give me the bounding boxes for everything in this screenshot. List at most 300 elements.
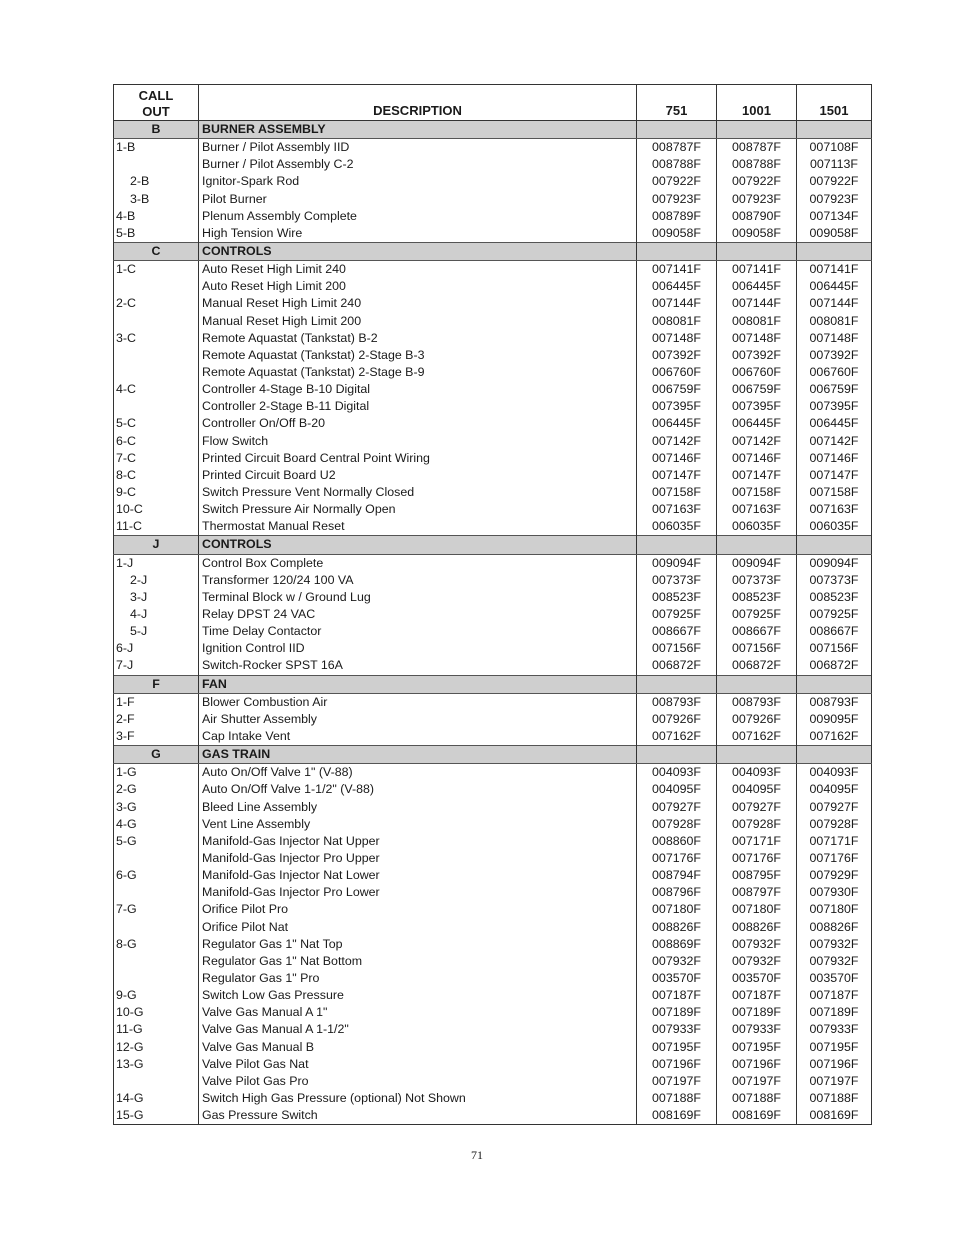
part-1501-cell: 007933F <box>797 1021 872 1038</box>
description-cell: Controller On/Off B-20 <box>199 415 637 432</box>
call-out-cell: 5-J <box>114 623 199 640</box>
section-header-row <box>114 675 872 693</box>
part-1501-cell: 007156F <box>797 640 872 657</box>
part-1501-cell: 008826F <box>797 918 872 935</box>
part-1001-cell: 007197F <box>717 1073 797 1090</box>
section-blank-cell <box>717 746 797 764</box>
call-out-cell: 4-B <box>114 208 199 225</box>
header-model-751: 751 <box>637 85 717 121</box>
table-row <box>114 347 872 364</box>
call-out-cell: 4-C <box>114 381 199 398</box>
description-cell: Manual Reset High Limit 200 <box>199 313 637 330</box>
description-cell: Switch Pressure Air Normally Open <box>199 501 637 518</box>
part-1001-cell: 008797F <box>717 884 797 901</box>
page-number: 71 <box>471 1148 483 1162</box>
part-1001-cell: 007923F <box>717 191 797 208</box>
part-1501-cell: 007932F <box>797 953 872 970</box>
table-row <box>114 1107 872 1125</box>
section-code: C <box>114 242 199 260</box>
part-1001-cell: 007141F <box>717 261 797 279</box>
part-1501-cell: 009094F <box>797 554 872 572</box>
section-blank-cell <box>797 121 872 139</box>
section-blank-cell <box>637 746 717 764</box>
call-out-cell: 2-F <box>114 711 199 728</box>
description-cell: Ignitor-Spark Rod <box>199 173 637 190</box>
parts-table <box>113 84 872 1125</box>
section-blank-cell <box>637 675 717 693</box>
description-cell: Valve Gas Manual B <box>199 1038 637 1055</box>
table-row <box>114 225 872 243</box>
description-cell: Pilot Burner <box>199 191 637 208</box>
description-cell: Terminal Block w / Ground Lug <box>199 589 637 606</box>
section-blank-cell <box>797 746 872 764</box>
part-751-cell: 008794F <box>637 867 717 884</box>
call-out-cell: 7-G <box>114 901 199 918</box>
part-1001-cell: 007373F <box>717 572 797 589</box>
table-row <box>114 901 872 918</box>
part-1001-cell: 008523F <box>717 589 797 606</box>
part-1501-cell: 007188F <box>797 1090 872 1107</box>
table-row <box>114 640 872 657</box>
call-out-cell <box>114 278 199 295</box>
description-cell: Remote Aquastat (Tankstat) 2-Stage B-9 <box>199 364 637 381</box>
description-cell: Time Delay Contactor <box>199 623 637 640</box>
part-1001-cell: 007392F <box>717 347 797 364</box>
part-1501-cell: 006445F <box>797 278 872 295</box>
call-out-cell <box>114 347 199 364</box>
call-out-cell: 4-J <box>114 606 199 623</box>
part-1501-cell: 008523F <box>797 589 872 606</box>
section-blank-cell <box>717 536 797 554</box>
table-row <box>114 1090 872 1107</box>
description-cell: Auto Reset High Limit 240 <box>199 261 637 279</box>
call-out-cell: 6-G <box>114 867 199 884</box>
call-out-cell: 2-G <box>114 781 199 798</box>
part-1501-cell: 007392F <box>797 347 872 364</box>
description-cell: Orifice Pilot Nat <box>199 918 637 935</box>
part-751-cell: 007180F <box>637 901 717 918</box>
call-out-cell <box>114 313 199 330</box>
section-title: FAN <box>199 675 637 693</box>
section-header-row <box>114 242 872 260</box>
section-code: F <box>114 675 199 693</box>
part-751-cell: 007197F <box>637 1073 717 1090</box>
part-751-cell: 008826F <box>637 918 717 935</box>
part-751-cell: 008169F <box>637 1107 717 1125</box>
description-cell: Manifold-Gas Injector Pro Upper <box>199 850 637 867</box>
part-1001-cell: 006445F <box>717 278 797 295</box>
part-751-cell: 007395F <box>637 398 717 415</box>
part-1001-cell: 004095F <box>717 781 797 798</box>
part-751-cell: 007392F <box>637 347 717 364</box>
part-1001-cell: 007187F <box>717 987 797 1004</box>
table-row <box>114 693 872 711</box>
header-description: DESCRIPTION <box>199 85 637 121</box>
table-row <box>114 381 872 398</box>
part-1501-cell: 007927F <box>797 798 872 815</box>
call-out-cell: 11-C <box>114 518 199 536</box>
part-751-cell: 007187F <box>637 987 717 1004</box>
part-1001-cell: 007142F <box>717 433 797 450</box>
part-751-cell: 007162F <box>637 728 717 746</box>
table-row <box>114 987 872 1004</box>
part-751-cell: 007144F <box>637 295 717 312</box>
part-1501-cell: 006445F <box>797 415 872 432</box>
part-1001-cell: 006445F <box>717 415 797 432</box>
section-blank-cell <box>637 121 717 139</box>
table-row <box>114 364 872 381</box>
call-out-cell: 2-B <box>114 173 199 190</box>
part-1001-cell: 007176F <box>717 850 797 867</box>
section-header-row <box>114 536 872 554</box>
description-cell: Manifold-Gas Injector Pro Lower <box>199 884 637 901</box>
call-out-cell: 2-J <box>114 572 199 589</box>
description-cell: Valve Pilot Gas Nat <box>199 1056 637 1073</box>
part-1501-cell: 008793F <box>797 693 872 711</box>
part-751-cell: 006759F <box>637 381 717 398</box>
section-blank-cell <box>797 242 872 260</box>
part-751-cell: 007373F <box>637 572 717 589</box>
part-1501-cell: 006759F <box>797 381 872 398</box>
table-row <box>114 798 872 815</box>
call-out-cell: 1-G <box>114 764 199 782</box>
table-row <box>114 139 872 157</box>
part-1501-cell: 007922F <box>797 173 872 190</box>
table-row <box>114 1021 872 1038</box>
part-1001-cell: 007146F <box>717 450 797 467</box>
part-751-cell: 007926F <box>637 711 717 728</box>
description-cell: Switch Pressure Vent Normally Closed <box>199 484 637 501</box>
part-1501-cell: 009095F <box>797 711 872 728</box>
part-751-cell: 007922F <box>637 173 717 190</box>
part-1001-cell: 007156F <box>717 640 797 657</box>
part-1001-cell: 007195F <box>717 1038 797 1055</box>
call-out-cell: 10-G <box>114 1004 199 1021</box>
call-out-cell: 6-C <box>114 433 199 450</box>
part-751-cell: 007927F <box>637 798 717 815</box>
description-cell: Switch High Gas Pressure (optional) Not Shown <box>199 1090 637 1107</box>
part-1001-cell: 007144F <box>717 295 797 312</box>
call-out-cell: 15-G <box>114 1107 199 1125</box>
part-1501-cell: 007147F <box>797 467 872 484</box>
part-1501-cell: 007187F <box>797 987 872 1004</box>
part-751-cell: 008788F <box>637 156 717 173</box>
section-title: GAS TRAIN <box>199 746 637 764</box>
call-out-cell: 14-G <box>114 1090 199 1107</box>
section-blank-cell <box>717 121 797 139</box>
part-1001-cell: 004093F <box>717 764 797 782</box>
description-cell: Control Box Complete <box>199 554 637 572</box>
call-out-cell: 3-J <box>114 589 199 606</box>
part-1501-cell: 007113F <box>797 156 872 173</box>
part-1001-cell: 007162F <box>717 728 797 746</box>
part-751-cell: 008860F <box>637 833 717 850</box>
description-cell: Regulator Gas 1" Nat Bottom <box>199 953 637 970</box>
description-cell: Manual Reset High Limit 240 <box>199 295 637 312</box>
table-row <box>114 398 872 415</box>
part-751-cell: 007925F <box>637 606 717 623</box>
part-1501-cell: 008081F <box>797 313 872 330</box>
part-751-cell: 007923F <box>637 191 717 208</box>
part-751-cell: 007188F <box>637 1090 717 1107</box>
part-751-cell: 008869F <box>637 936 717 953</box>
header-model-1501: 1501 <box>797 85 872 121</box>
part-751-cell: 007163F <box>637 501 717 518</box>
part-1001-cell: 008790F <box>717 208 797 225</box>
call-out-cell: 9-G <box>114 987 199 1004</box>
call-out-cell <box>114 156 199 173</box>
part-751-cell: 007196F <box>637 1056 717 1073</box>
description-cell: Flow Switch <box>199 433 637 450</box>
call-out-cell <box>114 953 199 970</box>
part-1501-cell: 003570F <box>797 970 872 987</box>
part-751-cell: 009094F <box>637 554 717 572</box>
part-1001-cell: 007932F <box>717 953 797 970</box>
call-out-cell: 13-G <box>114 1056 199 1073</box>
table-row <box>114 173 872 190</box>
table-row <box>114 781 872 798</box>
part-1501-cell: 006760F <box>797 364 872 381</box>
part-1001-cell: 008169F <box>717 1107 797 1125</box>
part-1501-cell: 007932F <box>797 936 872 953</box>
part-1001-cell: 007180F <box>717 901 797 918</box>
call-out-cell <box>114 850 199 867</box>
description-cell: Auto On/Off Valve 1" (V-88) <box>199 764 637 782</box>
description-cell: Remote Aquastat (Tankstat) 2-Stage B-3 <box>199 347 637 364</box>
table-row <box>114 623 872 640</box>
part-751-cell: 006035F <box>637 518 717 536</box>
part-1001-cell: 008081F <box>717 313 797 330</box>
call-out-cell: 1-B <box>114 139 199 157</box>
part-1501-cell: 007925F <box>797 606 872 623</box>
part-1001-cell: 007933F <box>717 1021 797 1038</box>
description-cell: Vent Line Assembly <box>199 816 637 833</box>
section-blank-cell <box>717 675 797 693</box>
description-cell: Relay DPST 24 VAC <box>199 606 637 623</box>
header-call-out: CALL OUT <box>114 85 199 121</box>
call-out-cell: 5-B <box>114 225 199 243</box>
part-751-cell: 006445F <box>637 278 717 295</box>
part-1501-cell: 004095F <box>797 781 872 798</box>
part-751-cell: 004095F <box>637 781 717 798</box>
description-cell: Transformer 120/24 100 VA <box>199 572 637 589</box>
section-blank-cell <box>637 242 717 260</box>
part-1501-cell: 007189F <box>797 1004 872 1021</box>
call-out-cell: 3-B <box>114 191 199 208</box>
part-1001-cell: 007926F <box>717 711 797 728</box>
part-1501-cell: 007373F <box>797 572 872 589</box>
call-out-cell: 4-G <box>114 816 199 833</box>
description-cell: Orifice Pilot Pro <box>199 901 637 918</box>
table-row <box>114 850 872 867</box>
call-out-cell: 12-G <box>114 1038 199 1055</box>
table-row <box>114 867 872 884</box>
description-cell: Switch-Rocker SPST 16A <box>199 657 637 675</box>
part-1001-cell: 008826F <box>717 918 797 935</box>
part-1001-cell: 008793F <box>717 693 797 711</box>
table-row <box>114 711 872 728</box>
part-751-cell: 008793F <box>637 693 717 711</box>
part-1501-cell: 007142F <box>797 433 872 450</box>
part-1501-cell: 007134F <box>797 208 872 225</box>
description-cell: Auto Reset High Limit 200 <box>199 278 637 295</box>
part-751-cell: 008787F <box>637 139 717 157</box>
call-out-cell: 1-C <box>114 261 199 279</box>
description-cell: Gas Pressure Switch <box>199 1107 637 1125</box>
part-751-cell: 006760F <box>637 364 717 381</box>
part-1501-cell: 007158F <box>797 484 872 501</box>
call-out-cell: 3-F <box>114 728 199 746</box>
part-1001-cell: 007158F <box>717 484 797 501</box>
table-row <box>114 970 872 987</box>
part-1501-cell: 006035F <box>797 518 872 536</box>
part-751-cell: 008081F <box>637 313 717 330</box>
part-1501-cell: 007923F <box>797 191 872 208</box>
part-1001-cell: 007189F <box>717 1004 797 1021</box>
part-1001-cell: 007148F <box>717 330 797 347</box>
part-751-cell: 008789F <box>637 208 717 225</box>
part-1001-cell: 007922F <box>717 173 797 190</box>
part-751-cell: 006445F <box>637 415 717 432</box>
call-out-cell: 5-C <box>114 415 199 432</box>
description-cell: Burner / Pilot Assembly IID <box>199 139 637 157</box>
part-1501-cell: 007930F <box>797 884 872 901</box>
table-row <box>114 433 872 450</box>
description-cell: Controller 2-Stage B-11 Digital <box>199 398 637 415</box>
part-1001-cell: 007927F <box>717 798 797 815</box>
description-cell: Remote Aquastat (Tankstat) B-2 <box>199 330 637 347</box>
part-1001-cell: 009058F <box>717 225 797 243</box>
table-row <box>114 1056 872 1073</box>
table-row <box>114 450 872 467</box>
call-out-cell: 2-C <box>114 295 199 312</box>
part-751-cell: 007932F <box>637 953 717 970</box>
table-row <box>114 415 872 432</box>
part-751-cell: 007156F <box>637 640 717 657</box>
part-1501-cell: 008169F <box>797 1107 872 1125</box>
call-out-cell: 10-C <box>114 501 199 518</box>
section-blank-cell <box>717 242 797 260</box>
table-row <box>114 1004 872 1021</box>
call-out-cell <box>114 918 199 935</box>
call-out-cell: 11-G <box>114 1021 199 1038</box>
description-cell: Regulator Gas 1" Pro <box>199 970 637 987</box>
description-cell: Printed Circuit Board Central Point Wiring <box>199 450 637 467</box>
section-title: CONTROLS <box>199 242 637 260</box>
call-out-cell: 3-G <box>114 798 199 815</box>
section-code: G <box>114 746 199 764</box>
part-1001-cell: 008788F <box>717 156 797 173</box>
part-1501-cell: 007928F <box>797 816 872 833</box>
part-1001-cell: 007925F <box>717 606 797 623</box>
table-row <box>114 953 872 970</box>
part-1501-cell: 007148F <box>797 330 872 347</box>
description-cell: Manifold-Gas Injector Nat Upper <box>199 833 637 850</box>
part-751-cell: 007147F <box>637 467 717 484</box>
part-751-cell: 003570F <box>637 970 717 987</box>
call-out-cell: 7-C <box>114 450 199 467</box>
call-out-cell: 7-J <box>114 657 199 675</box>
table-row <box>114 554 872 572</box>
part-751-cell: 007158F <box>637 484 717 501</box>
table-row <box>114 1038 872 1055</box>
part-751-cell: 009058F <box>637 225 717 243</box>
table-row <box>114 518 872 536</box>
part-751-cell: 008796F <box>637 884 717 901</box>
table-row <box>114 936 872 953</box>
description-cell: Valve Gas Manual A 1-1/2" <box>199 1021 637 1038</box>
description-cell: Manifold-Gas Injector Nat Lower <box>199 867 637 884</box>
part-1501-cell: 007144F <box>797 295 872 312</box>
part-1501-cell: 007162F <box>797 728 872 746</box>
table-row <box>114 572 872 589</box>
section-header-row <box>114 121 872 139</box>
part-1501-cell: 007929F <box>797 867 872 884</box>
table-row <box>114 764 872 782</box>
part-1001-cell: 006872F <box>717 657 797 675</box>
description-cell: Printed Circuit Board U2 <box>199 467 637 484</box>
part-1001-cell: 006760F <box>717 364 797 381</box>
part-1501-cell: 008667F <box>797 623 872 640</box>
section-header-row <box>114 746 872 764</box>
table-row <box>114 1073 872 1090</box>
call-out-cell: 1-F <box>114 693 199 711</box>
call-out-cell: 8-C <box>114 467 199 484</box>
part-751-cell: 007141F <box>637 261 717 279</box>
part-1501-cell: 007195F <box>797 1038 872 1055</box>
part-1001-cell: 007928F <box>717 816 797 833</box>
table-row <box>114 313 872 330</box>
section-code: J <box>114 536 199 554</box>
part-751-cell: 007146F <box>637 450 717 467</box>
description-cell: Valve Pilot Gas Pro <box>199 1073 637 1090</box>
call-out-cell <box>114 1073 199 1090</box>
part-1001-cell: 009094F <box>717 554 797 572</box>
section-blank-cell <box>797 675 872 693</box>
description-cell: Ignition Control IID <box>199 640 637 657</box>
part-751-cell: 008523F <box>637 589 717 606</box>
part-1001-cell: 007147F <box>717 467 797 484</box>
call-out-cell: 9-C <box>114 484 199 501</box>
part-751-cell: 006872F <box>637 657 717 675</box>
part-1001-cell: 007395F <box>717 398 797 415</box>
part-751-cell: 007176F <box>637 850 717 867</box>
header-row <box>114 85 872 121</box>
description-cell: Regulator Gas 1" Nat Top <box>199 936 637 953</box>
table-row <box>114 884 872 901</box>
description-cell: Auto On/Off Valve 1-1/2" (V-88) <box>199 781 637 798</box>
call-out-cell: 8-G <box>114 936 199 953</box>
part-1001-cell: 006759F <box>717 381 797 398</box>
part-1001-cell: 007196F <box>717 1056 797 1073</box>
table-row <box>114 833 872 850</box>
table-row <box>114 330 872 347</box>
section-title: CONTROLS <box>199 536 637 554</box>
part-1501-cell: 007146F <box>797 450 872 467</box>
table-body <box>114 121 872 1125</box>
description-cell: Air Shutter Assembly <box>199 711 637 728</box>
part-1001-cell: 008787F <box>717 139 797 157</box>
part-1501-cell: 007196F <box>797 1056 872 1073</box>
call-out-cell <box>114 970 199 987</box>
table-row <box>114 589 872 606</box>
part-751-cell: 007928F <box>637 816 717 833</box>
table-row <box>114 918 872 935</box>
part-751-cell: 008667F <box>637 623 717 640</box>
description-cell: Controller 4-Stage B-10 Digital <box>199 381 637 398</box>
description-cell: Burner / Pilot Assembly C-2 <box>199 156 637 173</box>
part-1501-cell: 006872F <box>797 657 872 675</box>
